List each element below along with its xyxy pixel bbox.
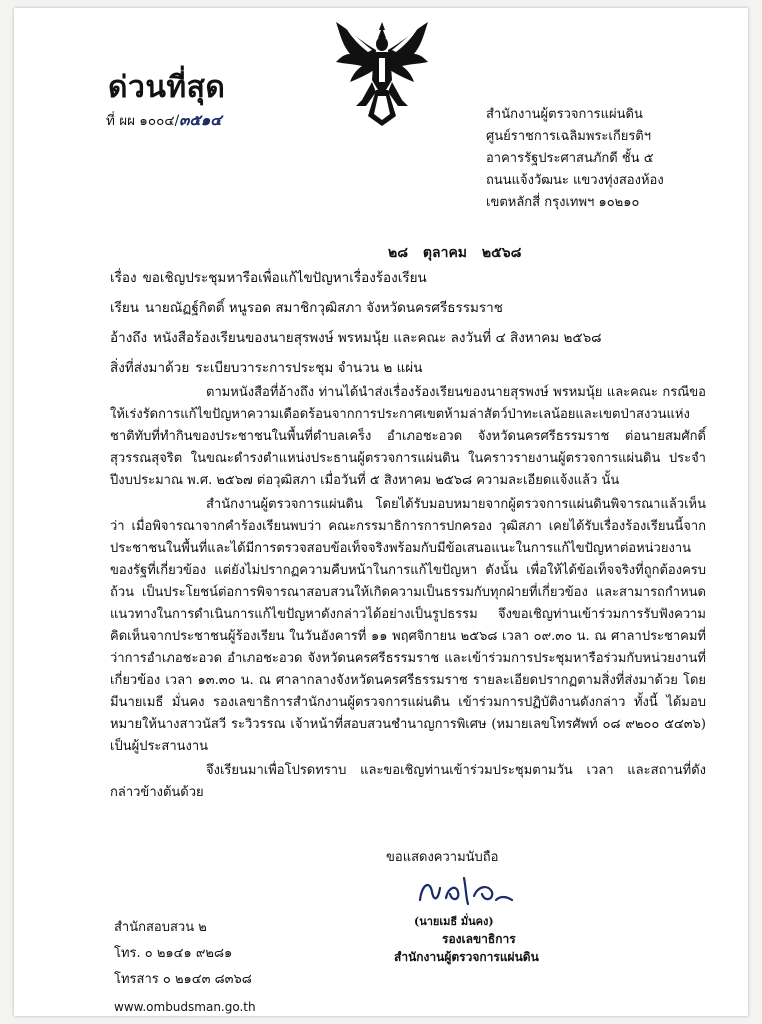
telephone-number: โทร. ๐ ๒๑๔๑ ๙๒๘๑ [114,946,233,961]
enclosure-label: สิ่งที่ส่งมาด้วย [110,360,190,376]
letter-page [14,8,748,1016]
subject-line [110,266,427,288]
fax-number: โทรสาร ๐ ๒๑๔๓ ๘๓๖๘ [114,972,252,987]
recipient-text: นายณัฏฐ์กิตติ์ หนูรอด สมาชิกวุฒิสภา จังหวัดนครศรีธรรมราช [145,300,503,316]
document-number-prefix: ที่ ผผ ๑๐๐๔/ [106,113,180,129]
reference-line [110,326,602,348]
address-line-4: ถนนแจ้งวัฒนะ แขวงทุ่งสองห้อง [486,173,664,188]
letter-date [388,242,521,264]
date-year: ๒๕๖๘ [481,245,522,261]
department-name: สำนักสอบสวน ๒ [114,920,207,935]
handwritten-signature [412,870,522,910]
enclosure-text: ระเบียบวาระการประชุม จำนวน ๒ แผ่น [195,360,423,376]
address-line-2: ศูนย์ราชการเฉลิมพระเกียรติฯ [486,129,652,144]
recipient-label: เรียน [110,300,140,316]
signatory-name: (นายเมธี มั่นคง) [414,915,494,928]
reference-label: อ้างถึง [110,330,148,346]
subject-label: เรื่อง [110,270,137,286]
body-paragraph-1: ตามหนังสือที่อ้างถึง ท่านได้นำส่งเรื่องร้องเรียนของนายสุรพงษ์ พรหมนุ้ย และคณะ กรณีขอให้เร่งรัดการแก้ไขปัญหาความเดือดร้อนจากการประกาศเขตห้ามล่าสัตว์ป่าทะเลน้อยและเขตป่าสงวนแห่งชาติทับที่ทำกินของประชาชนในพื้นที่ตำบลเคร็ง อำเภอชะอวด จังหวัดนครศรีธรรมราช ต่อนายสมศักดิ์ สุวรรณสุจริต ในขณะดำรงตำแหน่งประธานผู้ตรวจการแผ่นดิน ในคราวรายงานผู้ตรวจการแผ่นดิน ประจำปีงบประมาณ พ.ศ. ๒๕๖๗ ต่อวุฒิสภา เมื่อวันที่ ๕ สิงหาคม ๒๕๖๘ ความละเอียดแจ้งแล้ว นั้น [110,385,706,488]
garuda-emblem-icon [332,20,432,128]
document-number [106,108,222,132]
date-day: ๒๘ [388,245,409,261]
website-link[interactable]: www.ombudsman.go.th [114,1000,256,1014]
reference-text: หนังสือร้องเรียนของนายสุรพงษ์ พรหมนุ้ย และคณะ ลงวันที่ ๔ สิงหาคม ๒๕๖๘ [153,330,602,346]
recipient-line [110,296,503,318]
document-number-handwritten: ๓๕๑๔ [179,111,222,129]
signatory-position: รองเลขาธิการ [442,932,516,946]
closing-phrase: ขอแสดงความนับถือ [386,850,499,865]
address-line-5: เขตหลักสี่ กรุงเทพฯ ๑๐๒๑๐ [486,195,640,210]
address-line-3: อาคารรัฐประศาสนภักดี ชั้น ๕ [486,151,654,166]
signatory-organization: สำนักงานผู้ตรวจการแผ่นดิน [394,950,539,964]
body-paragraph-2: สำนักงานผู้ตรวจการแผ่นดิน โดยได้รับมอบหมายจากผู้ตรวจการแผ่นดินพิจารณาแล้วเห็นว่า เมื่อพิจารณาจากคำร้องเรียนพบว่า คณะกรรมาธิการการปกครอง วุฒิสภา เคยได้รับเรื่องร้องเรียนนี้จากประชาชนในพื้นที่และได้มีการตรวจสอบข้อเท็จจริงพร้อมกับมีข้อเสนอแนะในการแก้ไขปัญหาต่อหน่วยงานของรัฐที่เกี่ยวข้อง แต่ยังไม่ปรากฏความคืบหน้าในการแก้ไขปัญหา ดังนั้น เพื่อให้ได้ข้อเท็จจริงที่ถูกต้องครบถ้วน เป็นประโยชน์ต่อการพิจารณาสอบสวนให้เกิดความเป็นธรรมกับทุกฝ่ายที่เกี่ยวข้อง และสามารถกำหนดแนวทางในการดำเนินการแก้ไขปัญหาดังกล่าวได้อย่างเป็นรูปธรรม จึงขอเชิญท่านเข้าร่วมการรับฟังความคิดเห็นจากประชาชนผู้ร้องเรียน ในวันอังคารที่ ๑๑ พฤศจิกายน ๒๕๖๘ เวลา ๐๙.๓๐ น. ณ ศาลาประชาคมที่ว่าการอำเภอชะอวด อำเภอชะอวด จังหวัดนครศรีธรรมราช และเข้าร่วมการประชุมหารือร่วมกับหน่วยงานที่เกี่ยวข้อง เวลา ๑๓.๓๐ น. ณ ศาลากลางจังหวัดนครศรีธรรมราช รายละเอียดปรากฏตามสิ่งที่ส่งมาด้วย โดยมีนายเมธี มั่นคง รองเลขาธิการสำนักงานผู้ตรวจการแผ่นดิน เข้าร่วมการปฏิบัติงานดังกล่าว ทั้งนี้ ได้มอบหมายให้นางสาวนัสวี ระวิวรรณ เจ้าหน้าที่สอบสวนชำนาญการพิเศษ (หมายเลขโทรศัพท์ ๐๘ ๙๒๐๐ ๕๔๓๖) เป็นผู้ประสานงาน [110,497,706,754]
subject-text: ขอเชิญประชุมหารือเพื่อแก้ไขปัญหาเรื่องร้องเรียน [142,270,427,286]
address-line-1: สำนักงานผู้ตรวจการแผ่นดิน [486,107,643,122]
urgency-heading: ด่วนที่สุด [108,70,226,105]
enclosure-line [110,356,422,378]
date-month: ตุลาคม [422,245,468,261]
body-paragraph-3: จึงเรียนมาเพื่อโปรดทราบ และขอเชิญท่านเข้าร่วมประชุมตามวัน เวลา และสถานที่ดังกล่าวข้างต้นด้วย [110,763,706,800]
